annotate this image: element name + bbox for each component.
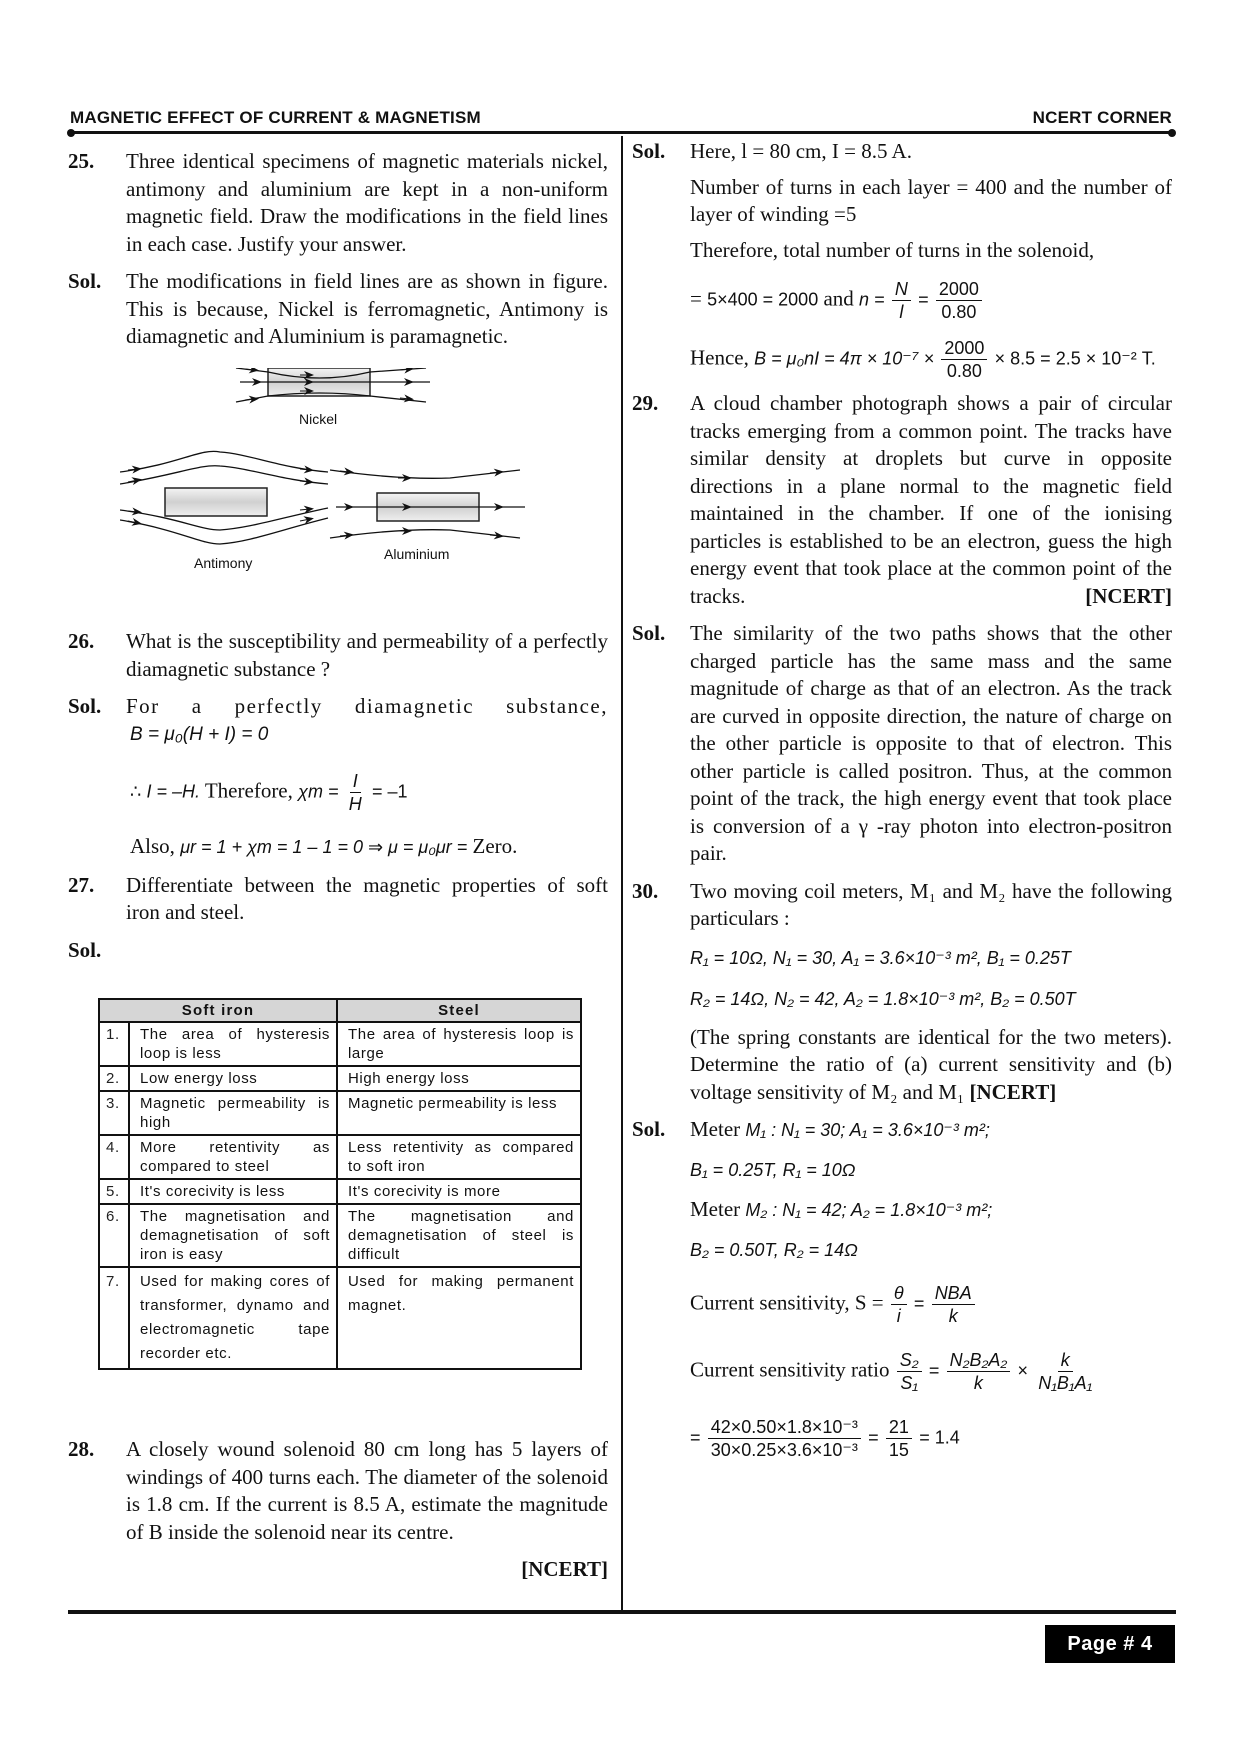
chi-m-symbol: χm = (298, 781, 339, 802)
row-index: 7. (99, 1267, 129, 1369)
solution-30 (632, 1116, 1172, 1461)
question-29 (632, 390, 1172, 610)
chapter-title: MAGNETIC EFFECT OF CURRENT & MAGNETISM (70, 108, 481, 127)
ratio-calculation: = $\frac{\text{42×0.50×1.8×10⁻³}}{\text{30×0.25×3.6×10⁻³}}$ = $\frac{21}{15}$ = 1.4 (690, 1417, 960, 1460)
question-number: 30. (632, 878, 659, 903)
fraction-k-over-n1b1a1: $\frac{k}{\text{N₁B₁A₁}}$ (1038, 1350, 1093, 1393)
table-row (99, 1267, 581, 1369)
field-lines-figure (120, 368, 580, 608)
question-number: 25. (68, 149, 95, 173)
question-number: 27. (68, 872, 95, 897)
ratio-result: = 1.4 (919, 1427, 960, 1448)
question-25 (68, 148, 608, 258)
fraction-nba-over-k: $\frac{\text{NBA}}{k}$ (932, 1282, 975, 1327)
current-sensitivity-label: Current sensitivity, S = (690, 1290, 884, 1315)
question-30-body (690, 878, 1172, 1107)
soft-iron-cell: The magnetisation and demagnetisation of soft iron is easy (129, 1204, 337, 1267)
soft-iron-cell: More retentivity as compared to steel (129, 1135, 337, 1179)
soft-iron-cell: It's corecivity is less (129, 1179, 337, 1204)
also-text: Also, (130, 834, 175, 858)
equation-i-minus-h: ∴ I = –H. (130, 781, 200, 802)
row-index: 6. (99, 1204, 129, 1267)
ncert-tag: [NCERT] (1085, 583, 1172, 608)
fraction-n-over-l: $\frac{N}{l}$ (892, 278, 911, 323)
aluminium-label: Aluminium (384, 546, 450, 562)
fraction-n2b2a2-over-k: $\frac{\text{N₂B₂A₂}}{k}$ (947, 1349, 1011, 1394)
nickel-diagram (236, 368, 430, 427)
equation-b-result: × 8.5 = 2.5 × 10⁻² T. (994, 348, 1156, 369)
soft-iron-cell: Low energy loss (129, 1066, 337, 1091)
antimony-label: Antimony (194, 555, 253, 571)
meter-word: Meter (690, 1117, 741, 1141)
steel-cell: High energy loss (337, 1066, 581, 1091)
solution-26-equations (130, 721, 608, 862)
soft-iron-cell: Used for making cores of transformer, dynamo and electromagnetic tape recorder etc. (129, 1267, 337, 1369)
ncert-tag: [NCERT] (969, 1079, 1057, 1104)
meter-1-data: R₁ = 10Ω, N₁ = 30, A₁ = 3.6×10⁻³ m², B₁ = 0.25T (690, 947, 1071, 968)
and-text: and (823, 286, 854, 311)
solution-29 (632, 620, 1172, 868)
column-divider (621, 136, 623, 1610)
steel-cell: Used for making permanent magnet. (337, 1267, 581, 1369)
question-text: Three identical specimens of magnetic materials nickel, antimony and aluminium are kept in a non-uniform magnetic field. Draw the modifications in the field lines in each case. Justify your answer. (126, 149, 608, 256)
solution-label: Sol. (68, 937, 102, 962)
total-turns-text: Therefore, total number of turns in the solenoid, (690, 237, 1095, 262)
column-header-soft-iron: Soft iron (99, 999, 337, 1022)
zero-text: Zero. (472, 834, 518, 858)
hence-text: Hence, (690, 345, 749, 370)
footer-rule (68, 1610, 1176, 1614)
table-row (99, 1066, 581, 1091)
table-row (99, 1204, 581, 1267)
solution-26 (68, 693, 608, 721)
question-30-continued (690, 1024, 1172, 1107)
equation-total: 5×400 = 2000 (707, 289, 819, 310)
solution-label: Sol. (632, 621, 666, 645)
fraction-calculation: $\frac{\text{42×0.50×1.8×10⁻³}}{\text{30×0.25×3.6×10⁻³}}$ (708, 1416, 861, 1461)
meter-2-values: M₂ : N₁ = 42; A₂ = 1.8×10⁻³ m²; (745, 1200, 993, 1220)
steel-cell: The magnetisation and demagnetisation of steel is difficult (337, 1204, 581, 1267)
question-30 (632, 878, 1172, 1107)
row-index: 5. (99, 1179, 129, 1204)
row-index: 1. (99, 1022, 129, 1066)
turns-text: Number of turns in each layer = 400 and the number of layer of winding =5 (690, 174, 1172, 226)
solution-25 (68, 268, 608, 351)
steel-cell: The area of hysteresis loop is large (337, 1022, 581, 1066)
antimony-diagram (120, 451, 328, 571)
equals-sign: = (690, 286, 702, 311)
section-title: NCERT CORNER (1032, 108, 1172, 127)
soft-iron-cell: Magnetic permeability is high (129, 1091, 337, 1135)
table-header-row (99, 999, 581, 1022)
soft-iron-cell: The area of hysteresis loop is less (129, 1022, 337, 1066)
question-text: Two moving coil meters, M₁ and M₂ have the following particulars : (690, 878, 1172, 930)
question-29-body (690, 390, 1172, 610)
meter-2-line-a (690, 1196, 1172, 1225)
question-text: Differentiate between the magnetic properties of soft iron and steel. (126, 872, 608, 924)
table-row (99, 1135, 581, 1179)
fraction-21-over-15: $\frac{21}{15}$ (886, 1416, 912, 1461)
given-values: Here, l = 80 cm, I = 8.5 A. (690, 139, 912, 163)
ratio-label: Current sensitivity ratio (690, 1357, 890, 1382)
solution-28 (632, 138, 1172, 382)
solution-text: The modifications in field lines are as shown in figure. This is because, Nickel is ferromagnetic, Antimony is diamagnetic and Aluminium is paramagnetic. (126, 269, 608, 348)
meter-1-line-b: B₁ = 0.25T, R₁ = 10Ω (690, 1159, 856, 1180)
solution-text: The similarity of the two paths shows that the other charged particle has the same mass and the same magnitude of charge as that of an electron. As the track are curved in opposite direction, the nature of charge on the other particle is opposite to that of electron. This other particle is called positron. Thus, at the common point of the track, the high energy event that took place is conversion of a γ -ray photon into electron-positron pair. (690, 621, 1172, 865)
solution-label: Sol. (632, 139, 666, 163)
question-text: A cloud chamber photograph shows a pair of circular tracks emerging from a common point. The tracks have similar density at droplets but curve in opposite directions in a plane normal to the magnetic field maintained in the chamber. If one of the ionising particles is established to be an electron, guess the high energy event that took place at the common point of the tracks. (690, 391, 1172, 608)
fraction-2000-over-080: $\frac{2000}{0.80}$ (936, 278, 982, 323)
fraction-s2-over-s1: $\frac{\text{S₂}}{\text{S₁}}$ (897, 1349, 922, 1394)
equation-b-field (690, 337, 1172, 382)
question-text: A closely wound solenoid 80 cm long has 5 layers of windings of 400 turns each. The diameter of the solenoid is 1.8 cm. If the current is 8.5 A, estimate the magnitude of B inside the solenoid near its centre. (126, 1437, 608, 1544)
solution-27 (68, 937, 608, 965)
meter-2-data: R₂ = 14Ω, N₂ = 42, A₂ = 1.8×10⁻³ m², B₂ = 0.50T (690, 989, 1076, 1009)
left-column-lower (68, 628, 608, 974)
equation-b-lhs: B = μ₀nI = 4π × 10⁻⁷ × (754, 348, 935, 369)
column-header-steel: Steel (337, 999, 581, 1022)
steel-cell: Magnetic permeability is less (337, 1091, 581, 1135)
solution-28-body (690, 138, 1172, 382)
fraction-2000-over-080: $\frac{2000}{0.80}$ (941, 337, 987, 382)
solution-label: Sol. (632, 1117, 666, 1141)
equation-susceptibility (130, 770, 608, 815)
soft-iron-vs-steel-table (98, 998, 582, 1370)
header-rule (70, 131, 1172, 134)
meter-word: Meter (690, 1197, 741, 1221)
solution-label: Sol. (68, 694, 102, 718)
solution-30-body (690, 1116, 1172, 1461)
right-column (632, 138, 1172, 1471)
equation-permeability (130, 833, 608, 862)
table-row (99, 1022, 581, 1066)
meter-1-values: M₁ : N₁ = 30; A₁ = 3.6×10⁻³ m²; (745, 1120, 990, 1140)
meter-2-line-b: B₂ = 0.50T, R₂ = 14Ω (690, 1239, 858, 1260)
n-symbol: n = (859, 289, 885, 310)
equation-b-zero: B = μ₀(H + I) = 0 (130, 723, 269, 745)
table-row (99, 1179, 581, 1204)
question-28 (68, 1436, 608, 1546)
solution-text: For a perfectly diamagnetic substance, (126, 694, 608, 718)
row-index: 2. (99, 1066, 129, 1091)
page-number-badge: Page # 4 (1045, 1625, 1175, 1663)
row-index: 4. (99, 1135, 129, 1179)
header-rule-dot-left (67, 129, 75, 137)
aluminium-diagram (330, 470, 525, 562)
equation-result: = –1 (371, 781, 408, 802)
fraction-i-over-h: $\frac{I}{H}$ (348, 771, 362, 814)
question-text: What is the susceptibility and permeability of a perfectly diamagnetic substance ? (126, 629, 608, 681)
ncert-tag: [NCERT] (521, 1557, 608, 1581)
current-sensitivity-formula: Current sensitivity, S = $\frac{\theta}{i}$ = $\frac{\text{NBA}}{k}$ (690, 1282, 1172, 1327)
question-number: 26. (68, 629, 95, 653)
table-row (99, 1091, 581, 1135)
meter-1-line-a (690, 1116, 1172, 1145)
therefore-text: Therefore, (204, 778, 293, 803)
left-column-bottom (68, 1436, 608, 1584)
nickel-label: Nickel (299, 411, 338, 427)
question-26 (68, 628, 608, 683)
left-column (68, 148, 608, 361)
question-27 (68, 872, 608, 927)
header-rule-dot-right (1168, 129, 1176, 137)
equation-mu: μr = 1 + χm = 1 – 1 = 0 ⇒ μ = μ₀μr = (180, 837, 468, 857)
fraction-theta-over-i: $\frac{\theta}{i}$ (891, 1282, 907, 1327)
question-number: 29. (632, 391, 659, 415)
row-index: 3. (99, 1091, 129, 1135)
solution-label: Sol. (68, 269, 102, 293)
question-number: 28. (68, 1437, 95, 1461)
steel-cell: It's corecivity is more (337, 1179, 581, 1204)
question-text-continued: (The spring constants are identical for the two meters). Determine the ratio of (a) current sensitivity and (b) voltage sensitivity of M₂ and M₁ (690, 1024, 1172, 1104)
current-sensitivity-ratio: Current sensitivity ratio $\frac{\text{S₂}}{\text{S₁}}$ = $\frac{\text{N₂B₂A₂}}{k}$ × $\frac{k}{\text{N₁B₁A₁}}$ (690, 1349, 1172, 1394)
steel-cell: Less retentivity as compared to soft iron (337, 1135, 581, 1179)
equation-n: = 5×400 = 2000 and n = $\frac{N}{l}$ = $\frac{2000}{0.80}$ (690, 278, 1172, 323)
